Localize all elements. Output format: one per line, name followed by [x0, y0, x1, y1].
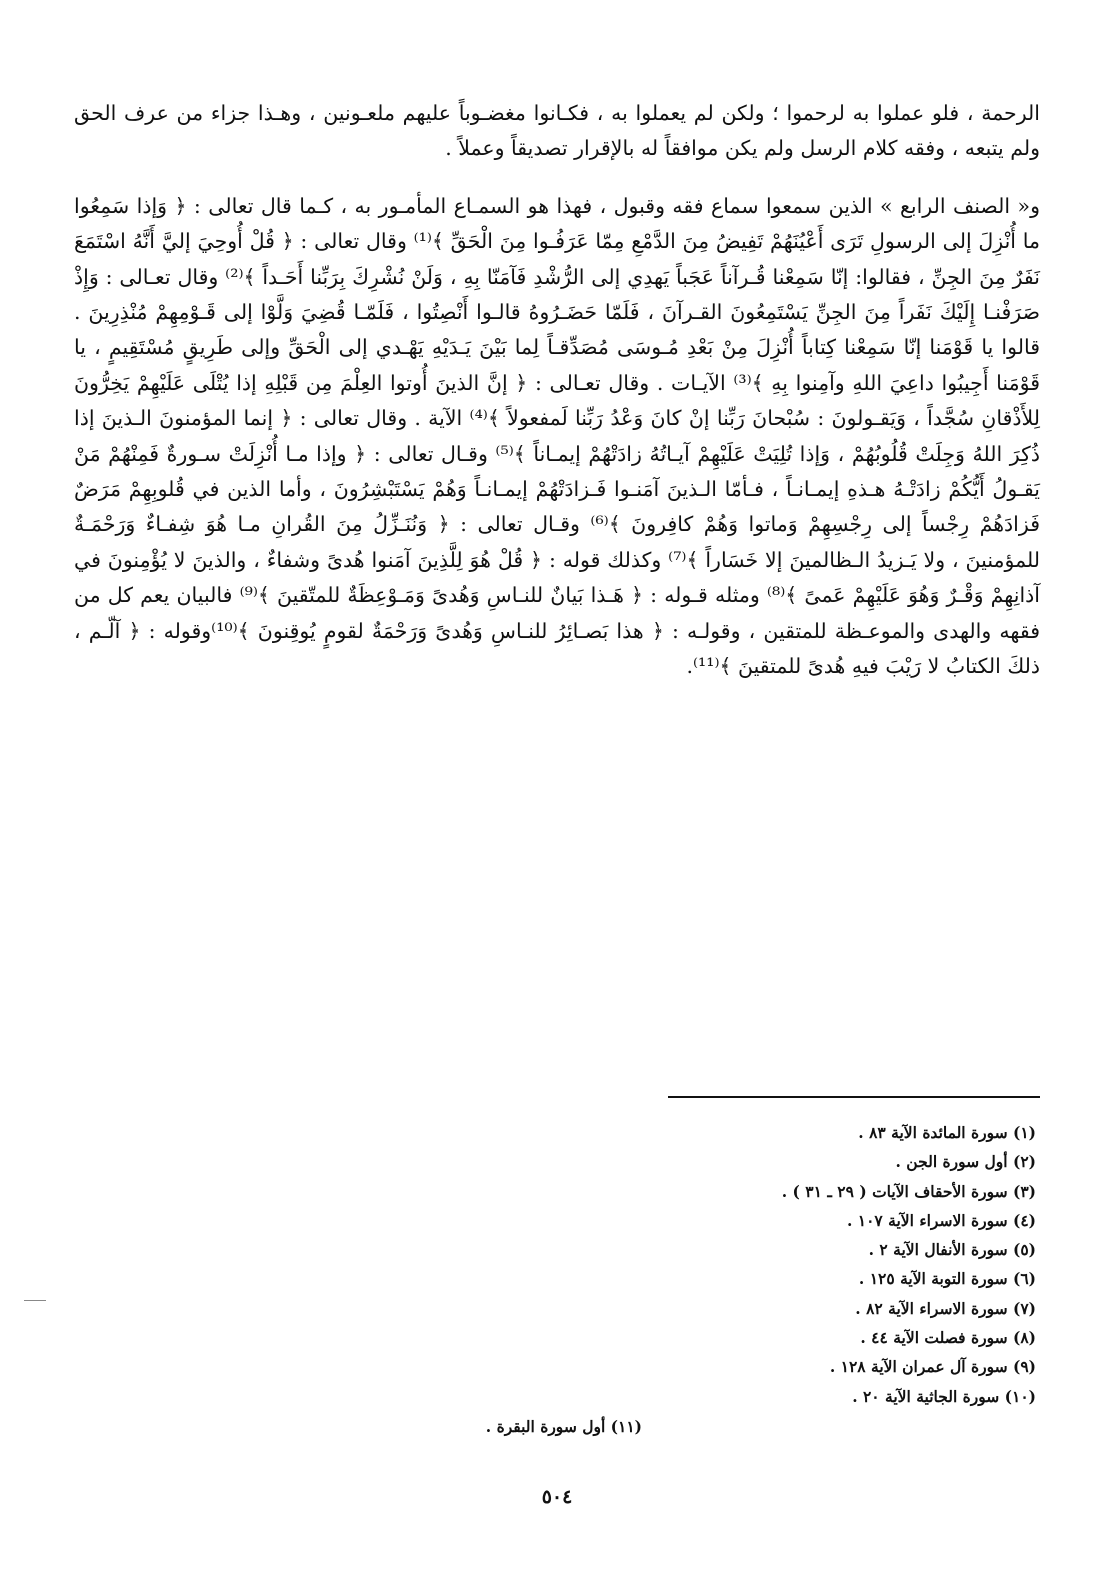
body-text: [74, 96, 1040, 685]
footnote-11: (١١) أول سورة البقرة .: [485, 1417, 642, 1436]
footnote-2: (٢) أول سورة الجن .: [895, 1152, 1036, 1172]
paragraph-1: الرحمة ، فلو عملوا به لرحموا ؛ ولكن لم يعملوا به ، فكـانوا مغضـوباً عليهم ملعـونين ، وهـذا جزاء من عرف الحق ولم يتبعه ، وفقه كلام الرسل ولم يكن موافقاً له بالإقرار تصديقاً وعملاً .: [74, 101, 1040, 161]
footnote-8: (٨) سورة فصلت الآية ٤٤ .: [860, 1328, 1036, 1348]
footnotes: [336, 1118, 1036, 1411]
footnote-10: (١٠) سورة الجاثية الآية ٢٠ .: [852, 1386, 1036, 1406]
page-number: ٥٠٤: [541, 1486, 573, 1508]
footnote-divider: [668, 1096, 1040, 1098]
footnote-5: (٥) سورة الأنفال الآية ٢ .: [868, 1240, 1036, 1260]
margin-mark: [24, 1300, 46, 1301]
footnote-7: (٧) سورة الاسراء الآية ٨٢ .: [855, 1298, 1036, 1318]
paragraph-2: و« الصنف الرابع » الذين سمعوا سماع فقه وقبول ، فهذا هو السمـاع المأمـور به ، كـما قال تعالى : ﴿ وَإذا سَمِعُوا ما أُنْزِلَ إلى الرسولِ تَرَى أَعْيُنَهُمْ تَفِيضُ مِنَ الدَّمْعِ مِمّا عَرَفُـوا مِنَ الْحَقِّ ﴾⁽¹⁾ وقال تعالى : ﴿ قُلْ أُوحِيَ إليَّ أَنَّهُ اسْتَمَعَ نَفَرٌ مِنَ الجِنِّ ، فقالوا: إنّا سَمِعْنا قُـرآناً عَجَباً يَهدِي إلى الرُّشْدِ فَآمَنّا بِهِ ، وَلَنْ نُشْرِكَ بِرَبِّنا أَحَـداً ﴾⁽²⁾ وقال تعـالى : وَإِذْ صَرَفْنـا إِلَيْكَ نَفَراً مِنَ الجِنِّ يَسْتَمِعُونَ القـرآنَ ، فَلَمّا حَضَـرُوهُ قالـوا أَنْصِتُوا ، فَلَمّـا قُضِيَ وَلَّوْا إلى قَـوْمِهِمْ مُنْذِرِينَ . قالوا يا قَوْمَنا إنّا سَمِعْنا كِتاباً أُنْزِلَ مِنْ بَعْدِ مُـوسَى مُصَدِّقـاً لِما بَيْنَ يَـدَيْهِ يَهْـدي إلى الْحَقِّ وإلى طَرِيقٍ مُسْتَقِيمٍ ، يا قَوْمَنا أَجِيبُوا داعِيَ اللهِ وآمِنوا بِهِ ﴾⁽³⁾ الآيـات . وقال تعـالى : ﴿ إنَّ الذينَ أُوتوا العِلْمَ مِن قَبْلِهِ إذا يُتْلَى عَلَيْهِمْ يَخِرُّونَ لِلأَذْقانِ سُجَّداً ، وَيَقـولونَ : سُبْحانَ رَبِّنا إنْ كانَ وَعْدُ رَبِّنا لَمفعولاً ﴾⁽⁴⁾ الآية . وقال تعالى : ﴿ إنما المؤمنونَ الـذينَ إذا ذُكِرَ اللهُ وَجِلَتْ قُلُوبُهُمْ ، وَإذا تُلِيَتْ عَلَيْهِمْ آيـاتُهُ زادَتْهُمْ إيمـاناً ﴾⁽⁵⁾ وقـال تعالى : ﴿ وإذا مـا أُنْزِلَتْ سـورةٌ فَمِنْهُمْ مَنْ يَقـولُ أَيُّكُمْ زادَتْـهُ هـذهِ إيمـانـاً ، فـأمّا الـذينَ آمَنـوا فَـزادَتْهُمْ إيمـانـاً وَهُمْ يَسْتَبْشِرُونَ ، وأما الذين في قُلوبِهِمْ مَرَضٌ فَزادَهُمْ رِجْساً إلى رِجْسِهِمْ وَماتوا وَهُمْ كافِرونَ ﴾⁽⁶⁾ وقـال تعالى : ﴿ وَنُنَـزِّلُ مِنَ القُرانِ مـا هُوَ شِفـاءٌ وَرَحْمَـةٌ للمؤمنينَ ، ولا يَـزيدُ الـظالمينَ إلا خَسَاراً ﴾⁽⁷⁾ وكذلك قوله : ﴿ قُلْ هُوَ لِلَّذِينَ آمَنوا هُدىً وشفاءٌ ، والذينَ لا يُؤْمِنونَ في آذانِهِمْ وَقْـرٌ وَهُوَ عَلَيْهِمْ عَمىً ﴾⁽⁸⁾ ومثله قـوله : ﴿ هَـذا بَيانٌ للنـاسِ وَهُدىً وَمَـوْعِظَةٌ للمتّقينَ ﴾⁽⁹⁾ فالبيان يعم كل من فقهه والهدى والموعـظة للمتقين ، وقولـه : ﴿ هذا بَصـائِرُ للنـاسِ وَهُدىً وَرَحْمَةٌ لقومٍ يُوقِنونَ ﴾⁽¹⁰⁾وقوله : ﴿ آلّـم ، ذلكَ الكتابُ لا رَيْبَ فيهِ هُدىً للمتقينَ ﴾⁽¹¹⁾.: [74, 193, 1040, 679]
footnote-6: (٦) سورة التوبة الآية ١٢٥ .: [858, 1269, 1036, 1289]
footnote-9: (٩) سورة آل عمران الآية ١٢٨ .: [829, 1357, 1036, 1377]
footnote-1: (١) سورة المائدة الآية ٨٣ .: [858, 1123, 1036, 1142]
footnote-3: (٣) سورة الأحقاف الآيات ( ٢٩ ـ ٣١ ) .: [781, 1181, 1036, 1201]
footnote-4: (٤) سورة الاسراء الآية ١٠٧ .: [846, 1210, 1036, 1230]
